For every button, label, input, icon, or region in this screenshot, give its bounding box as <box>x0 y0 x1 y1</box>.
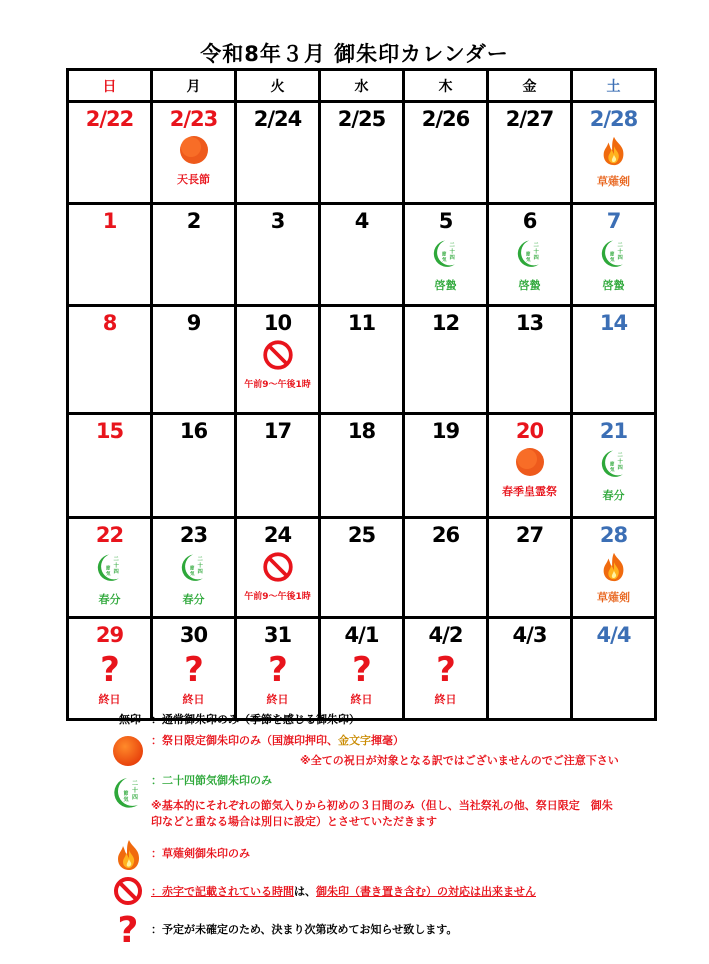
svg-text:節: 節 <box>525 252 530 258</box>
day-number: 22 <box>95 523 124 547</box>
svg-text:気: 気 <box>189 571 194 577</box>
calendar-day-cell <box>236 518 320 618</box>
calendar-day-cell <box>488 618 572 720</box>
svg-text:十: 十 <box>533 248 539 255</box>
sun-icon <box>515 447 545 477</box>
day-icon-wrap <box>69 651 150 689</box>
calendar-day-cell <box>152 102 236 204</box>
calendar-day-cell <box>236 204 320 306</box>
calendar-week-row <box>68 518 656 618</box>
day-icon-wrap <box>153 651 234 689</box>
calendar-day-cell <box>236 102 320 204</box>
svg-text:節: 節 <box>441 252 446 258</box>
calendar-day-cell <box>320 306 404 414</box>
svg-text:気: 気 <box>609 467 614 473</box>
weekday-header: 水 <box>320 70 404 102</box>
day-icon-wrap <box>237 339 318 375</box>
day-number: 1 <box>102 209 117 233</box>
day-icon-wrap <box>237 651 318 689</box>
day-note-label: 啓蟄 <box>518 278 541 292</box>
svg-text:気: 気 <box>609 257 614 263</box>
day-icon-wrap <box>405 651 486 689</box>
calendar-day-cell <box>404 102 488 204</box>
calendar-week-row <box>68 102 656 204</box>
day-note-label: 春季皇霊祭 <box>502 485 557 498</box>
legend-none-text: ：通常御朱印のみ（季節を感じる御朱印） <box>151 713 360 726</box>
crescent-moon-icon <box>514 237 546 271</box>
day-number: 9 <box>186 311 201 335</box>
crescent-moon-icon <box>110 774 146 812</box>
calendar-day-cell <box>320 518 404 618</box>
day-icon-wrap <box>321 651 402 689</box>
crescent-moon-icon <box>178 551 210 585</box>
legend-question-text: ：予定が未確定のため、決まり次第改めてお知らせ致します。 <box>151 923 458 936</box>
day-number: 25 <box>347 523 376 547</box>
day-number: 2/25 <box>337 107 386 131</box>
calendar-week-row <box>68 618 656 720</box>
calendar-day-cell <box>488 306 572 414</box>
calendar-day-cell <box>572 618 656 720</box>
day-icon-wrap <box>573 135 654 171</box>
svg-text:二: 二 <box>449 242 455 249</box>
weekday-header: 金 <box>488 70 572 102</box>
day-icon-wrap <box>573 447 654 485</box>
day-note-label: 終日 <box>434 693 457 706</box>
legend-moon-text: ：二十四節気御朱印のみ <box>151 774 272 787</box>
day-number: 2 <box>186 209 201 233</box>
day-icon-wrap <box>69 551 150 589</box>
day-number: 23 <box>179 523 208 547</box>
weekday-header: 月 <box>152 70 236 102</box>
svg-text:四: 四 <box>197 569 203 576</box>
page-title: 令和8年３月 御朱印カレンダー <box>200 42 509 66</box>
question-icon <box>180 651 208 685</box>
calendar-day-cell <box>152 618 236 720</box>
calendar-grid <box>66 68 657 721</box>
day-note-label: 終日 <box>350 693 373 706</box>
legend-prohibited-part1: ：赤字で記載されている時間 <box>151 885 294 898</box>
day-number: 19 <box>431 419 460 443</box>
calendar-day-cell <box>236 306 320 414</box>
svg-text:四: 四 <box>617 255 623 262</box>
svg-text:四: 四 <box>113 569 119 576</box>
calendar-day-cell <box>572 518 656 618</box>
weekday-header-row <box>68 70 656 102</box>
day-icon-wrap <box>405 237 486 275</box>
calendar-day-cell <box>68 306 152 414</box>
flame-icon <box>112 838 146 872</box>
legend-flame-text: ：草薙剣御朱印のみ <box>151 847 250 860</box>
day-number: 24 <box>263 523 292 547</box>
legend-sun-icon <box>112 735 144 767</box>
calendar-day-cell <box>320 204 404 306</box>
crescent-moon-icon <box>598 447 630 481</box>
day-note-label: 午前9～午後1時 <box>244 592 311 602</box>
calendar-week-row <box>68 306 656 414</box>
svg-text:十: 十 <box>617 458 623 465</box>
calendar-day-cell <box>152 204 236 306</box>
svg-text:四: 四 <box>131 793 138 801</box>
svg-text:節: 節 <box>105 566 110 572</box>
svg-text:十: 十 <box>113 562 119 569</box>
legend-prohibited-part4: の対応は出来ません <box>437 885 536 898</box>
day-number: 16 <box>179 419 208 443</box>
svg-text:節: 節 <box>189 566 194 572</box>
calendar-day-cell <box>236 618 320 720</box>
day-number: 3 <box>270 209 285 233</box>
day-number: 18 <box>347 419 376 443</box>
legend-flame-icon <box>112 838 146 872</box>
legend-none-key: 無印 <box>119 713 141 726</box>
calendar-day-cell <box>404 414 488 518</box>
day-icon-wrap <box>489 447 570 481</box>
calendar-day-cell <box>236 414 320 518</box>
day-note-label: 草薙剣 <box>597 175 630 188</box>
svg-text:気: 気 <box>525 257 530 263</box>
svg-text:十: 十 <box>131 786 138 794</box>
weekday-header: 日 <box>68 70 152 102</box>
legend-sun-suffix: 揮毫） <box>371 734 404 747</box>
day-icon-wrap <box>237 551 318 587</box>
day-number: 15 <box>95 419 124 443</box>
sun-icon <box>179 135 209 165</box>
legend-sun-prefix: ：祭日限定御朱印のみ（国旗印押印、 <box>151 734 338 747</box>
day-number: 26 <box>431 523 460 547</box>
day-note-label: 春分 <box>602 488 625 502</box>
prohibited-icon <box>262 551 294 583</box>
flame-icon <box>598 135 630 167</box>
day-number: 2/27 <box>505 107 554 131</box>
day-number: 4/1 <box>344 623 379 647</box>
day-icon-wrap <box>153 135 234 169</box>
calendar-day-cell <box>404 204 488 306</box>
crescent-moon-icon <box>598 237 630 271</box>
question-icon <box>96 651 124 685</box>
svg-text:?: ? <box>267 651 288 685</box>
legend-sun-note: ※全ての祝日が対象となる訳ではございませんのでご注意下さい <box>300 754 619 767</box>
day-number: 4/3 <box>512 623 547 647</box>
legend-moon-icon <box>110 774 146 812</box>
legend-sun-text <box>151 732 404 748</box>
day-note-label: 午前9～午後1時 <box>244 380 311 390</box>
svg-text:気: 気 <box>123 796 129 803</box>
question-icon <box>264 651 292 685</box>
day-number: 14 <box>599 311 628 335</box>
calendar-day-cell <box>404 518 488 618</box>
calendar-day-cell <box>320 618 404 720</box>
svg-text:二: 二 <box>197 556 203 563</box>
day-note-label: 春分 <box>98 592 121 606</box>
day-note-label: 終日 <box>266 693 289 706</box>
svg-text:?: ? <box>435 651 456 685</box>
day-number: 30 <box>179 623 208 647</box>
day-icon-wrap <box>153 551 234 589</box>
calendar-day-cell <box>68 618 152 720</box>
calendar-day-cell <box>68 204 152 306</box>
weekday-header: 土 <box>572 70 656 102</box>
calendar-day-cell <box>152 414 236 518</box>
day-number: 29 <box>95 623 124 647</box>
day-icon-wrap <box>573 237 654 275</box>
weekday-header: 木 <box>404 70 488 102</box>
day-note-label: 終日 <box>98 693 121 706</box>
legend-question-icon <box>114 910 142 946</box>
calendar-day-cell <box>320 414 404 518</box>
calendar-day-cell <box>488 204 572 306</box>
calendar-day-cell <box>152 306 236 414</box>
svg-text:四: 四 <box>449 255 455 262</box>
calendar-day-cell <box>488 102 572 204</box>
day-number: 4 <box>354 209 369 233</box>
day-number: 27 <box>515 523 544 547</box>
svg-text:十: 十 <box>617 248 623 255</box>
day-number: 2/23 <box>169 107 218 131</box>
day-note-label: 天長節 <box>177 173 210 186</box>
day-number: 7 <box>606 209 621 233</box>
calendar-day-cell <box>68 414 152 518</box>
svg-text:気: 気 <box>441 257 446 263</box>
legend-prohibited-part2: は、 <box>294 885 316 898</box>
svg-text:二: 二 <box>131 779 138 787</box>
crescent-moon-icon <box>430 237 462 271</box>
day-number: 4/2 <box>428 623 463 647</box>
calendar-day-cell <box>488 518 572 618</box>
svg-text:節: 節 <box>609 252 614 258</box>
day-note-label: 草薙剣 <box>597 591 630 604</box>
svg-text:?: ? <box>99 651 120 685</box>
day-note-label: 終日 <box>182 693 205 706</box>
svg-text:二: 二 <box>617 242 623 249</box>
calendar-day-cell <box>488 414 572 518</box>
calendar-day-cell <box>68 102 152 204</box>
legend-prohibited-text <box>151 883 536 899</box>
prohibited-icon <box>262 339 294 371</box>
day-number: 10 <box>263 311 292 335</box>
day-note-label: 啓蟄 <box>602 278 625 292</box>
day-number: 2/26 <box>421 107 470 131</box>
calendar-week-row <box>68 414 656 518</box>
calendar-day-cell <box>320 102 404 204</box>
calendar-day-cell <box>572 306 656 414</box>
day-icon-wrap <box>489 237 570 275</box>
svg-text:四: 四 <box>533 255 539 262</box>
svg-text:?: ? <box>351 651 372 685</box>
calendar-week-row <box>68 204 656 306</box>
day-number: 11 <box>347 311 376 335</box>
calendar-day-cell <box>68 518 152 618</box>
svg-text:?: ? <box>117 910 139 946</box>
day-number: 8 <box>102 311 117 335</box>
day-note-label: 啓蟄 <box>434 278 457 292</box>
day-icon-wrap <box>573 551 654 587</box>
day-number: 31 <box>263 623 292 647</box>
calendar-day-cell <box>152 518 236 618</box>
legend-prohibited-part3: 御朱印（書き置き含む） <box>316 885 437 898</box>
day-number: 2/24 <box>253 107 302 131</box>
svg-text:節: 節 <box>123 790 129 797</box>
svg-text:気: 気 <box>105 571 110 577</box>
legend-moon-note-line1: ※基本的にそれぞれの節気入りから初めの３日間のみ（但し、当社祭礼の他、祭日限定 御朱 <box>151 799 613 812</box>
svg-text:節: 節 <box>609 462 614 468</box>
question-icon <box>432 651 460 685</box>
day-number: 2/22 <box>85 107 134 131</box>
legend-sun-gold: 金文字 <box>338 734 371 747</box>
day-number: 4/4 <box>596 623 631 647</box>
day-number: 20 <box>515 419 544 443</box>
day-number: 21 <box>599 419 628 443</box>
svg-text:二: 二 <box>533 242 539 249</box>
weekday-header: 火 <box>236 70 320 102</box>
svg-text:二: 二 <box>617 452 623 459</box>
day-number: 13 <box>515 311 544 335</box>
calendar-day-cell <box>572 204 656 306</box>
svg-text:十: 十 <box>449 248 455 255</box>
day-note-label: 春分 <box>182 592 205 606</box>
day-number: 17 <box>263 419 292 443</box>
flame-icon <box>598 551 630 583</box>
question-icon <box>348 651 376 685</box>
day-number: 6 <box>522 209 537 233</box>
svg-text:四: 四 <box>617 465 623 472</box>
day-number: 5 <box>438 209 453 233</box>
calendar-day-cell <box>572 102 656 204</box>
svg-text:十: 十 <box>197 562 203 569</box>
calendar-day-cell <box>404 306 488 414</box>
legend-prohibited-icon <box>113 876 143 906</box>
day-number: 28 <box>599 523 628 547</box>
calendar-day-cell <box>404 618 488 720</box>
svg-text:二: 二 <box>113 556 119 563</box>
legend-moon-note-line2: 印などと重なる場合は別日に設定）とさせていただきます <box>151 815 437 828</box>
calendar-day-cell <box>572 414 656 518</box>
day-number: 2/28 <box>589 107 638 131</box>
svg-text:?: ? <box>183 651 204 685</box>
day-number: 12 <box>431 311 460 335</box>
crescent-moon-icon <box>94 551 126 585</box>
